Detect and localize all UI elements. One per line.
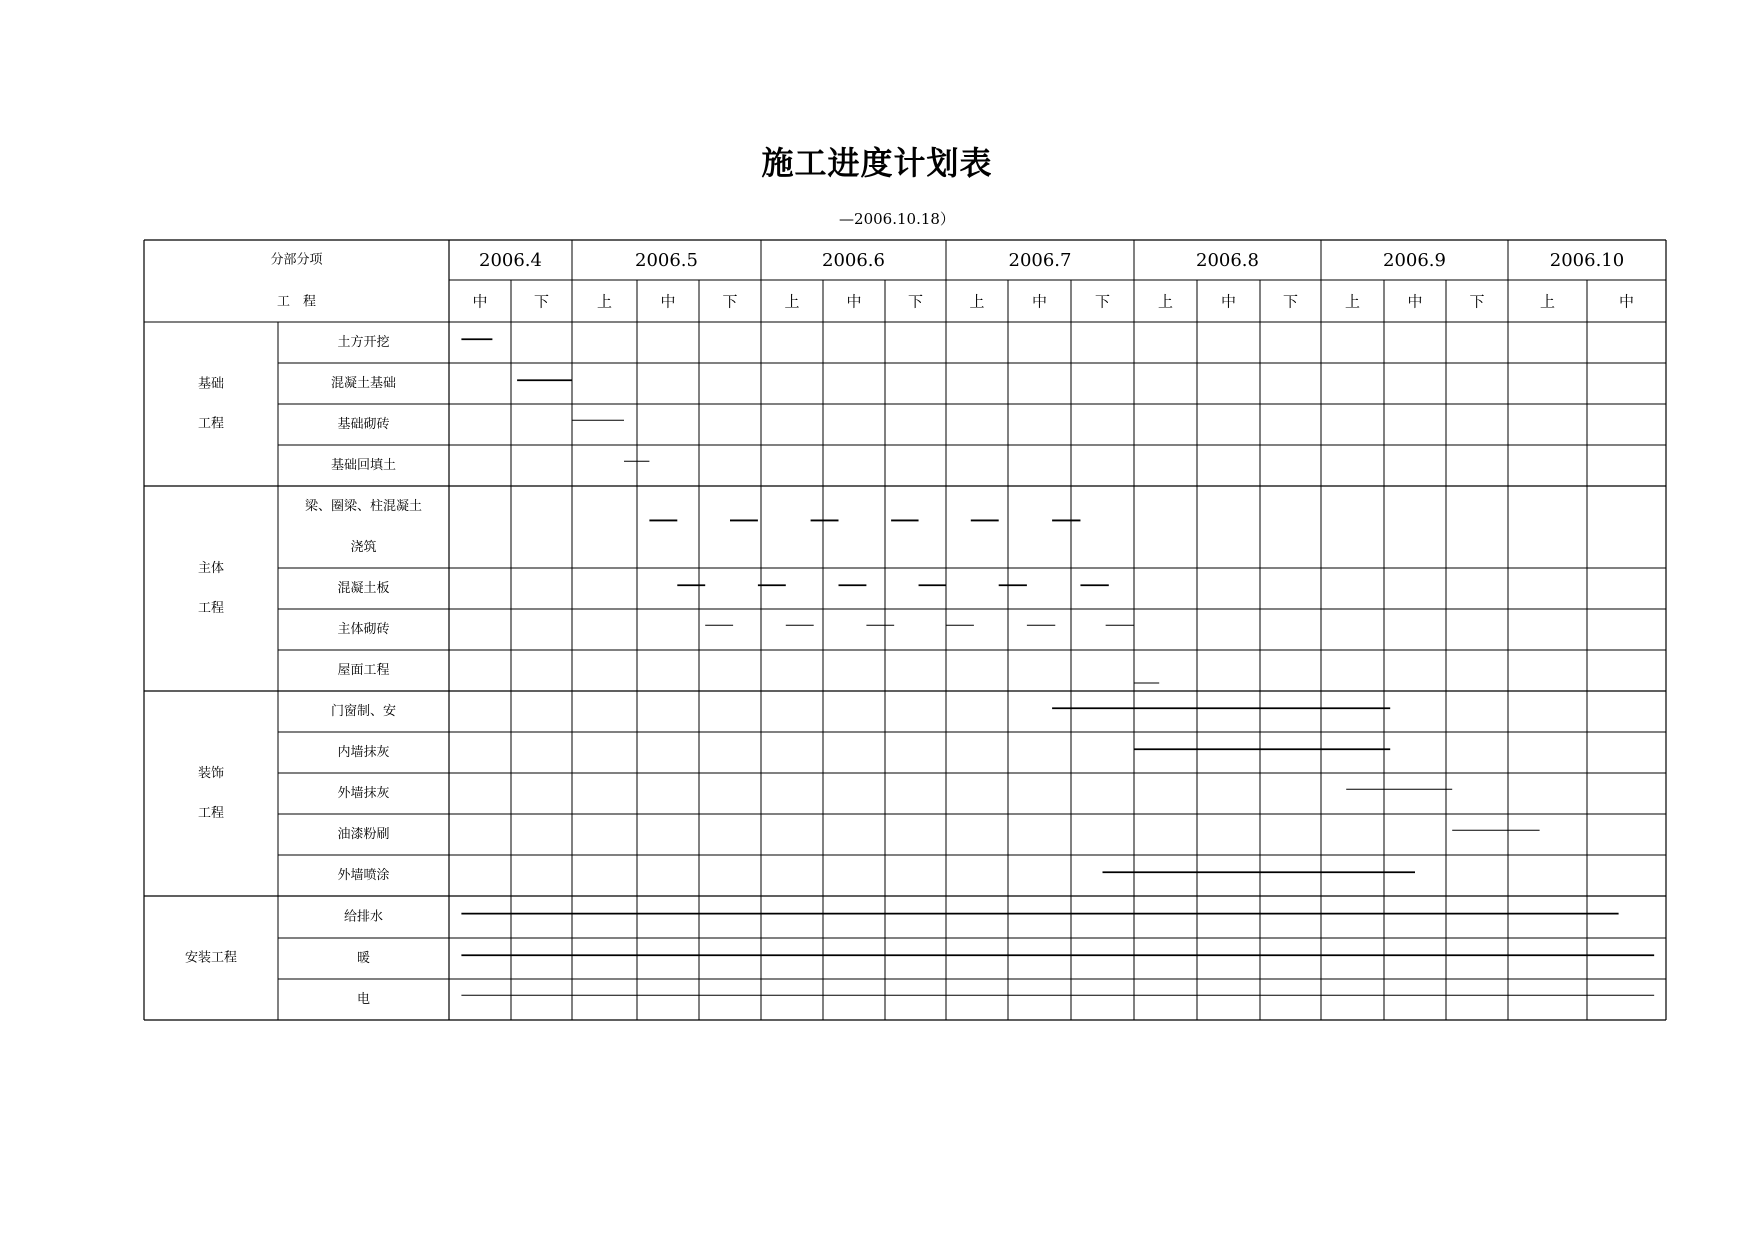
group-label: 工程 [197, 416, 225, 432]
task-label: 主体砌砖 [337, 622, 390, 637]
period-header-label: 上 [1539, 292, 1556, 311]
task-label: 内墙抹灰 [337, 745, 390, 760]
period-header-label: 下 [533, 292, 550, 311]
task-label: 混凝土基础 [330, 376, 397, 391]
period-header-label: 中 [660, 292, 676, 311]
period-header-label: 下 [1282, 292, 1299, 311]
task-label: 外墙抹灰 [337, 786, 390, 801]
task-label: 门窗制、安 [330, 704, 397, 719]
period-header-label: 上 [969, 292, 985, 311]
task-label: 基础砌砖 [337, 417, 390, 432]
period-header-label: 上 [596, 292, 613, 311]
period-header-label: 下 [1094, 292, 1111, 311]
group-label: 基础 [197, 376, 225, 392]
task-label: 电 [356, 992, 371, 1007]
task-label: 屋面工程 [337, 663, 390, 678]
month-header-label: 2006.6 [822, 250, 885, 271]
task-label: 土方开挖 [337, 335, 390, 350]
period-header-label: 中 [1031, 292, 1048, 311]
task-label: 油漆粉刷 [337, 827, 390, 842]
group-label: 工程 [197, 601, 225, 616]
period-header-label: 中 [1407, 292, 1423, 311]
month-header-label: 2006.9 [1383, 250, 1446, 271]
task-label: 基础回填土 [330, 458, 397, 473]
task-label: 给排水 [343, 909, 384, 925]
period-header-label: 上 [1157, 292, 1174, 311]
task-label: 暖 [356, 951, 371, 966]
period-header-label: 中 [1220, 292, 1237, 311]
period-header-label: 上 [784, 292, 800, 311]
month-header-label: 2006.4 [479, 250, 542, 271]
task-label: 外墙喷涂 [337, 868, 390, 883]
task-label: 浇筑 [350, 540, 377, 555]
category-header-label: 分部分项 [270, 252, 323, 268]
month-header-label: 2006.5 [635, 250, 698, 271]
period-header-label: 下 [722, 292, 738, 311]
period-header-label: 中 [846, 292, 862, 311]
month-header-label: 2006.7 [1008, 250, 1072, 271]
period-header-label: 上 [1344, 292, 1361, 311]
period-header-label: 中 [1618, 292, 1635, 311]
period-header-label: 下 [1469, 292, 1485, 311]
group-label: 装饰 [197, 766, 225, 781]
group-label: 主体 [197, 561, 225, 576]
group-label: 工程 [197, 806, 225, 821]
task-label: 梁、圈梁、柱混凝土 [304, 499, 423, 514]
page-title: 施工进度计划表 [761, 144, 993, 182]
month-header-label: 2006.8 [1196, 250, 1259, 271]
period-header-label: 下 [907, 292, 924, 311]
group-label: 安装工程 [184, 950, 238, 966]
month-header-label: 2006.10 [1549, 250, 1625, 271]
category-header-label: 工 程 [276, 294, 317, 310]
task-label: 混凝土板 [337, 581, 390, 596]
date-subtitle: —2006.10.18） [839, 210, 955, 228]
period-header-label: 中 [472, 292, 488, 311]
